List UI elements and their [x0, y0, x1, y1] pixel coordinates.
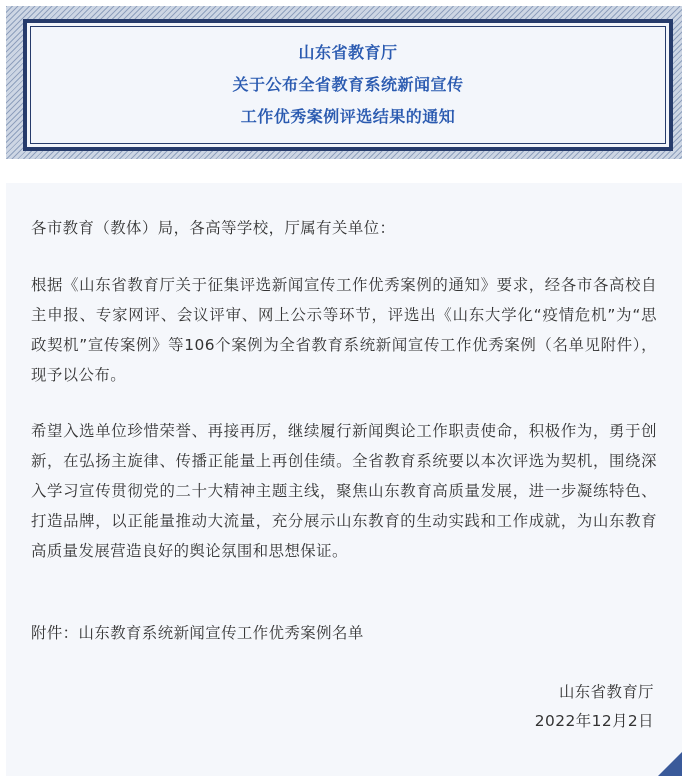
title-issuer: 山东省教育厅	[298, 43, 398, 62]
attachment-line: 附件：山东教育系统新闻宣传工作优秀案例名单	[31, 624, 364, 642]
title-frame-inner	[30, 26, 666, 144]
title-subject-line-1: 关于公布全省教育系统新闻宣传	[232, 75, 464, 94]
signature-issuer: 山东省教育厅	[558, 683, 654, 701]
signature-block	[535, 678, 654, 736]
title-subject-line-2: 工作优秀案例评选结果的通知	[240, 107, 456, 126]
notice-paragraph-1: 根据《山东省教育厅关于征集评选新闻宣传工作优秀案例的通知》要求，经各市各高校自主申报、专家网评、会议评审、网上公示等环节，评选出《山东大学化“疫情危机”为“思政契机”宣传案例》等106个案例为全省教育系统新闻宣传工作优秀案例（名单见附件），现予以公布。	[31, 276, 657, 384]
salutation: 各市教育（教体）局，各高等学校，厅属有关单位：	[31, 219, 396, 237]
notice-body-panel	[6, 183, 682, 776]
notice-paragraph-2: 希望入选单位珍惜荣誉、再接再厉，继续履行新闻舆论工作职责使命，积极作为，勇于创新，在弘扬主旋律、传播正能量上再创佳绩。全省教育系统要以本次评选为契机，围绕深入学习宣传贯彻党的二十大精神主题主线，聚焦山东教育高质量发展，进一步凝练特色、打造品牌，以正能量推动大流量，充分展示山东教育的生动实践和工作成就，为山东教育高质量发展营造良好的舆论氛围和思想保证。	[31, 422, 657, 560]
corner-triangle-decoration	[658, 752, 682, 776]
signature-date: 2022年12月2日	[534, 712, 654, 730]
title-frame	[23, 19, 673, 151]
header-pattern-band	[6, 6, 682, 159]
